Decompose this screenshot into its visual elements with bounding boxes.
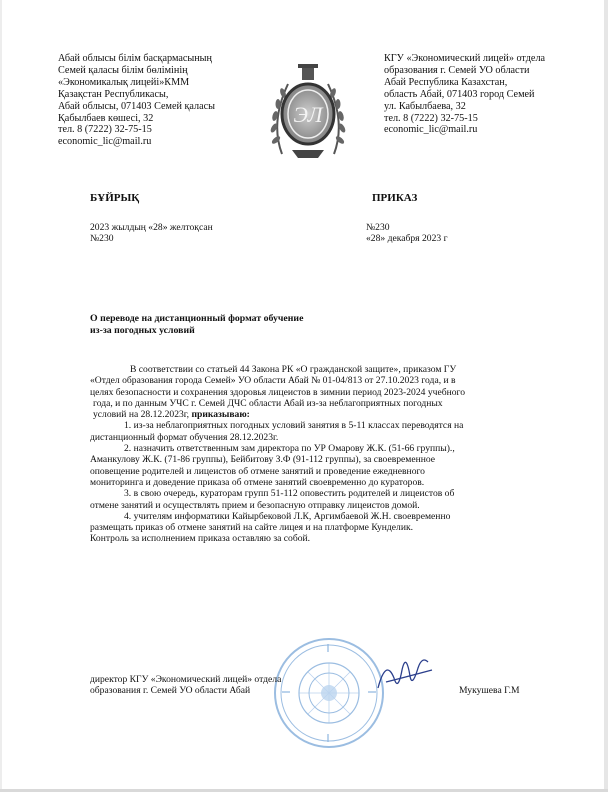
preamble-line: целях безопасности и сохранения здоровья лицеистов в зимнии период 2023-2024 учебного — [90, 386, 466, 398]
item-line: Аманкулову Ж.К. (71-86 группы), Бейбитову З.Ф (91-112 группы), за своевременное — [90, 454, 436, 466]
header-right-line: область Абай, 071403 город Семей — [384, 88, 535, 100]
header-left-line: Семей қаласы білім бөлімінің — [58, 64, 188, 76]
preamble-line: «Отдел образования города Семей» УО области Абай № 01-04/813 от 27.10.2023 года, и в — [90, 375, 456, 387]
header-right-line: тел. 8 (7222) 32-75-15 — [384, 112, 478, 124]
doc-type-ru: ПРИКАЗ — [372, 192, 418, 204]
preamble-last: условий на 28.12.2023г, — [93, 409, 192, 421]
preamble-line: В соответствии со статьей 44 Закона РК «О гражданской защите», приказом ГУ — [130, 364, 457, 375]
header-right-line: ул. Кабылбаева, 32 — [384, 100, 466, 112]
page-edge-left — [0, 0, 2, 792]
order-body — [90, 364, 556, 545]
header-right-line: economic_lic@mail.ru — [384, 124, 478, 136]
preamble-line — [90, 409, 556, 420]
school-emblem-icon — [262, 62, 354, 162]
item-line: дистанционный формат обучения 28.12.2023г. — [90, 431, 279, 443]
number-kz: №230 — [90, 233, 114, 245]
header-left-line: тел. 8 (7222) 32-75-15 — [58, 124, 152, 136]
header-left — [58, 53, 215, 148]
header-left-line: Абай облысы білім басқармасының — [58, 53, 212, 64]
subject-line: из-за погодных условий — [90, 325, 195, 336]
date-number-kz — [90, 222, 213, 245]
header-left-line: Абай облысы, 071403 Семей қаласы — [58, 100, 216, 112]
svg-text:ЭЛ: ЭЛ — [293, 102, 323, 127]
handwritten-signature-icon — [372, 648, 438, 700]
header-left-line: Қабылбаев көшесі, 32 — [58, 112, 154, 124]
header-left-line: Қазақстан Республикасы, — [58, 88, 169, 100]
item-line: оповещение родителей и лицеистов об отмене занятий и проведение ежедневного — [90, 465, 425, 477]
header-left-line: economic_lic@mail.ru — [58, 136, 152, 148]
header-right-line: Абай Республика Казахстан, — [384, 76, 508, 88]
item-line: Контроль за исполнением приказа оставляю за собой. — [90, 533, 311, 545]
item-line: отмене занятий и осуществлять прием и безопасную отправку лицеистов домой. — [90, 499, 420, 511]
item-line: 1. из-за неблагоприятных погодных условий занятия в 5-11 классах переводятся на — [124, 420, 464, 432]
item-line: 3. в свою очередь, кураторам групп 51-112 оповестить родителей и лицеистов об — [124, 488, 455, 500]
signatory-name: Мукушева Г.М — [459, 685, 520, 696]
signature-title-line: образования г. Семей УО области Абай — [90, 685, 251, 697]
item-line: размещать приказ об отмене занятий на сайте лицея и на платформе Кунделик. — [90, 522, 414, 534]
item-line: 4. учителям информатики Кайырбековой Л.К, Аргимбаевой Ж.Н. своевременно — [124, 510, 451, 522]
signature-title — [90, 674, 281, 697]
subject-line: О переводе на дистанционный формат обучение — [90, 313, 304, 324]
order-keyword: приказываю: — [191, 409, 250, 421]
date-ru: «28» декабря 2023 г — [366, 233, 448, 245]
header-left-line: «Экономикалық лицейі»КММ — [58, 76, 190, 88]
signature-title-line: директор КГУ «Экономический лицей» отдела — [90, 674, 282, 685]
number-ru: №230 — [366, 222, 390, 233]
official-stamp-icon — [272, 636, 386, 750]
item-line: 2. назначить ответственным зам директора по УР Омарову Ж.К. (51-66 группы)., — [124, 443, 455, 455]
preamble-line: года, и по данным УЧС г. Семей ДЧС области Абай из-за неблагоприятных погодных — [93, 397, 443, 409]
header-right — [384, 53, 545, 136]
subject — [90, 313, 303, 337]
doc-type-kz: БҰЙРЫҚ — [90, 192, 140, 204]
date-number-ru — [366, 222, 448, 245]
date-kz: 2023 жылдың «28» желтоқсан — [90, 222, 213, 233]
item-line: мониторинга и доведение приказа об отмене занятий своевременно до кураторов. — [90, 476, 425, 488]
header-right-line: образования г. Семей УО области — [384, 64, 530, 76]
page-edge-right — [604, 0, 608, 792]
header-right-line: КГУ «Экономический лицей» отдела — [384, 53, 546, 64]
